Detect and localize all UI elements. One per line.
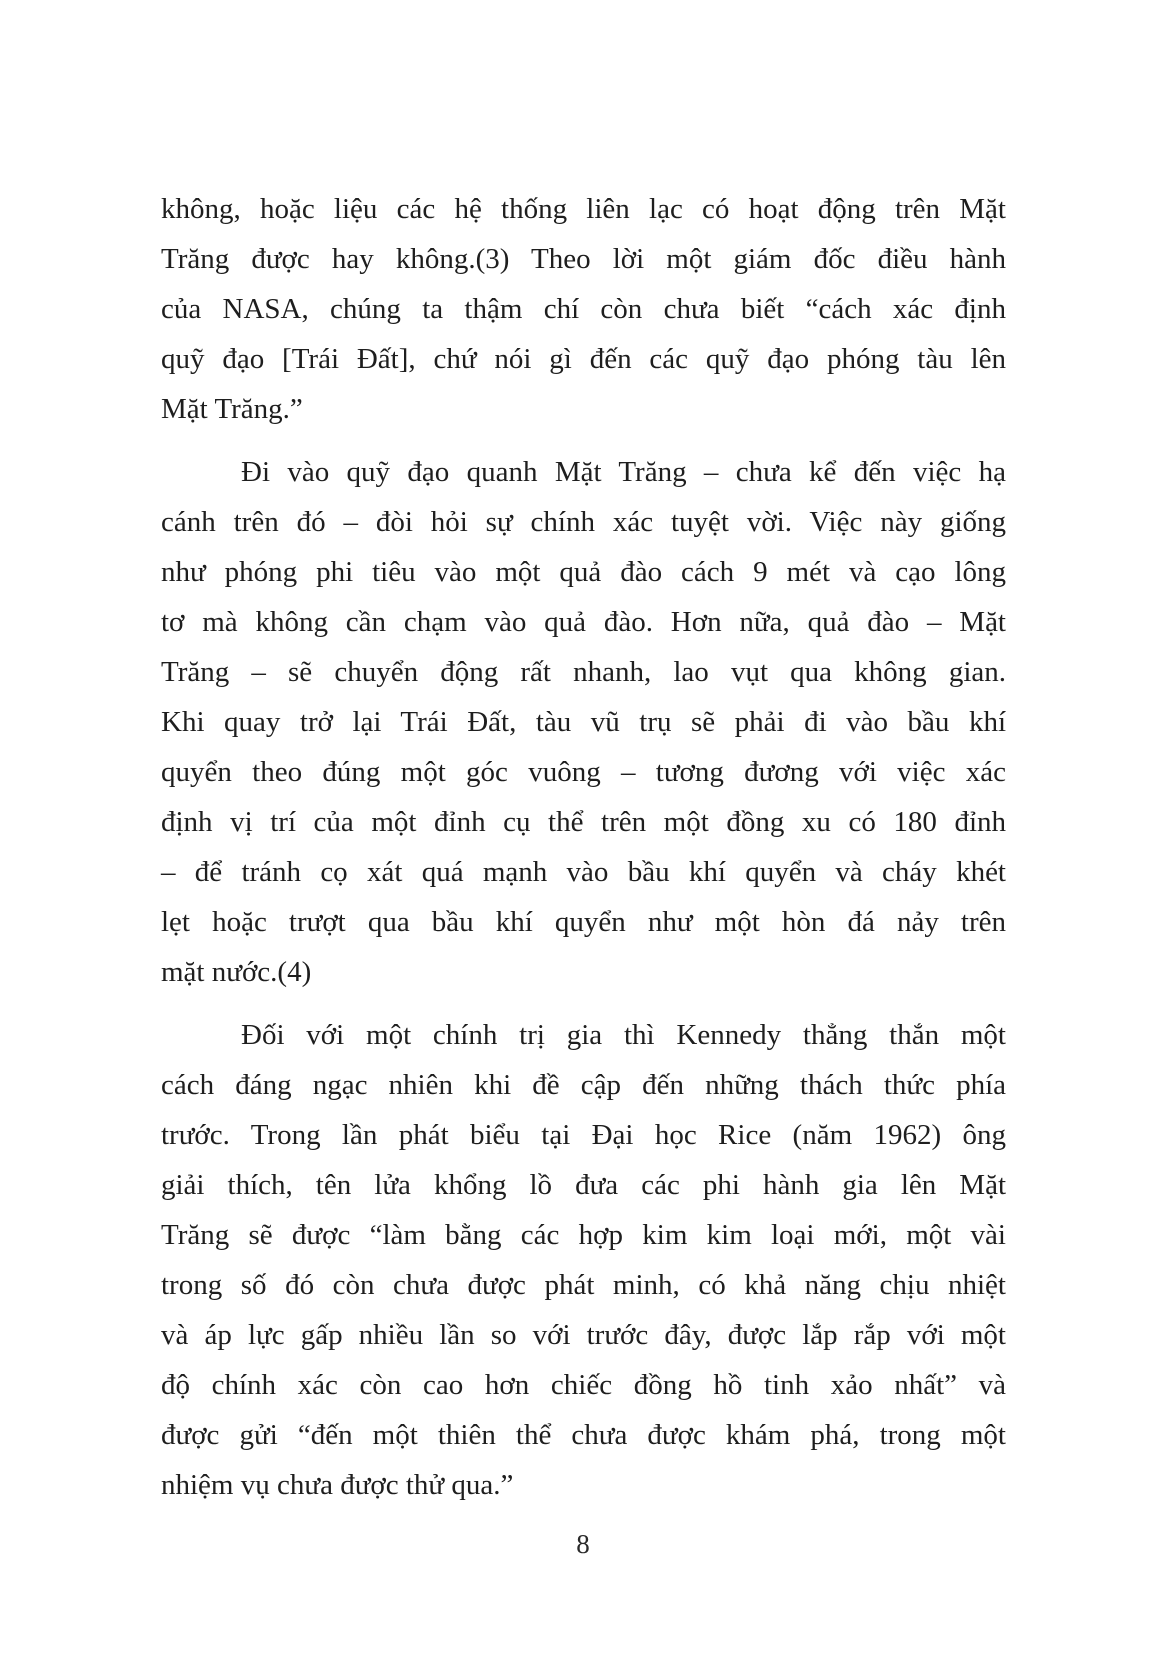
text-line: giải thích, tên lửa khổng lồ đưa các phi hành gia lên Mặt xyxy=(161,1169,1006,1201)
text-line: nhiệm vụ chưa được thử qua.” xyxy=(161,1469,514,1501)
paragraph xyxy=(161,184,1006,434)
text-line: lẹt hoặc trượt qua bầu khí quyển như một hòn đá nảy trên xyxy=(161,906,1006,938)
text-line: của NASA, chúng ta thậm chí còn chưa biết “cách xác định xyxy=(161,293,1006,325)
text-line: trong số đó còn chưa được phát minh, có khả năng chịu nhiệt xyxy=(161,1269,1006,1301)
text-line: như phóng phi tiêu vào một quả đào cách 9 mét và cạo lông xyxy=(161,556,1006,588)
text-line: Trăng sẽ được “làm bằng các hợp kim kim loại mới, một vài xyxy=(161,1219,1006,1251)
page-text-block xyxy=(161,184,1006,1510)
text-line: Trăng được hay không.(3) Theo lời một giám đốc điều hành xyxy=(161,243,1006,275)
text-line: quyển theo đúng một góc vuông – tương đương với việc xác xyxy=(161,756,1006,788)
text-line: và áp lực gấp nhiều lần so với trước đây, được lắp rắp với một xyxy=(161,1319,1006,1351)
text-line: không, hoặc liệu các hệ thống liên lạc có hoạt động trên Mặt xyxy=(161,193,1006,225)
text-line: được gửi “đến một thiên thể chưa được khám phá, trong một xyxy=(161,1419,1006,1451)
text-line: trước. Trong lần phát biểu tại Đại học Rice (năm 1962) ông xyxy=(161,1119,1006,1151)
text-line: mặt nước.(4) xyxy=(161,956,312,988)
text-line: tơ mà không cần chạm vào quả đào. Hơn nữa, quả đào – Mặt xyxy=(161,606,1006,638)
text-line: cánh trên đó – đòi hỏi sự chính xác tuyệt vời. Việc này giống xyxy=(161,506,1006,538)
text-line: Khi quay trở lại Trái Đất, tàu vũ trụ sẽ phải đi vào bầu khí xyxy=(161,706,1006,738)
paragraph xyxy=(161,1010,1006,1510)
text-line: cách đáng ngạc nhiên khi đề cập đến những thách thức phía xyxy=(161,1069,1006,1101)
text-line: Đối với một chính trị gia thì Kennedy thẳng thắn một xyxy=(241,1019,1006,1051)
text-line: định vị trí của một đỉnh cụ thể trên một đồng xu có 180 đỉnh xyxy=(161,806,1006,838)
paragraph xyxy=(161,447,1006,997)
page-number: 8 xyxy=(576,1529,590,1559)
text-line: Mặt Trăng.” xyxy=(161,393,303,425)
text-line: quỹ đạo [Trái Đất], chứ nói gì đến các quỹ đạo phóng tàu lên xyxy=(161,343,1006,375)
text-line: Trăng – sẽ chuyển động rất nhanh, lao vụt qua không gian. xyxy=(161,656,1006,688)
text-line: – để tránh cọ xát quá mạnh vào bầu khí quyển và cháy khét xyxy=(161,856,1006,888)
text-line: Đi vào quỹ đạo quanh Mặt Trăng – chưa kể đến việc hạ xyxy=(241,456,1006,488)
text-line: độ chính xác còn cao hơn chiếc đồng hồ tinh xảo nhất” và xyxy=(161,1369,1006,1401)
